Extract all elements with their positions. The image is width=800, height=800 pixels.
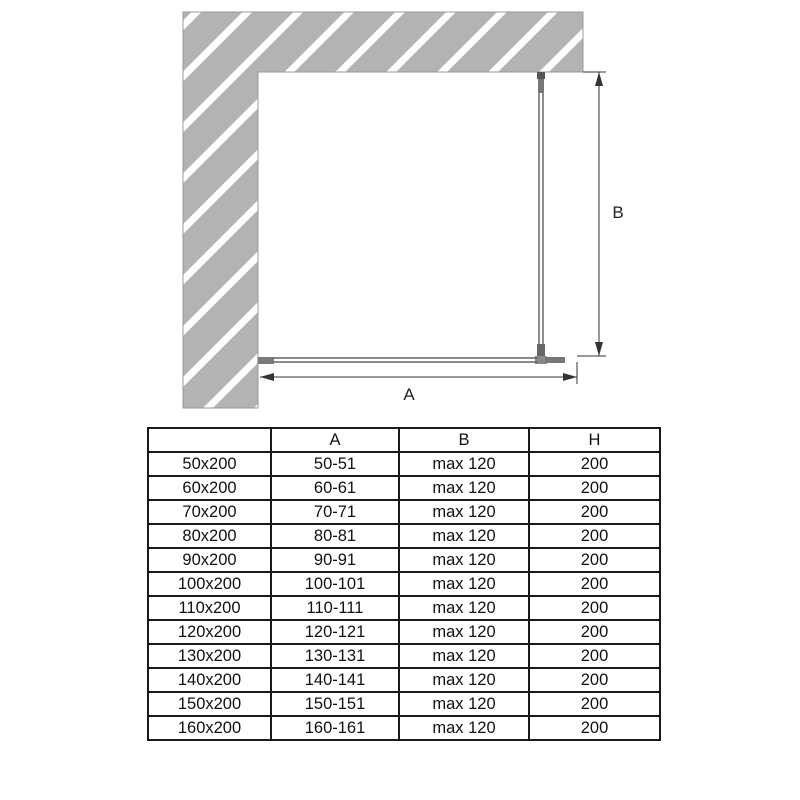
table-row (148, 524, 660, 548)
table-cell: 200 (529, 620, 660, 644)
table-row (148, 476, 660, 500)
table-cell: 200 (529, 596, 660, 620)
table-cell: max 120 (399, 452, 529, 476)
table-cell: max 120 (399, 548, 529, 572)
table-cell: 200 (529, 692, 660, 716)
table-cell: 200 (529, 668, 660, 692)
table-cell: 150-151 (271, 692, 399, 716)
table-header-row (148, 428, 660, 452)
table-cell: 140x200 (148, 668, 271, 692)
table-cell: 200 (529, 476, 660, 500)
table-row (148, 500, 660, 524)
table-cell: 120-121 (271, 620, 399, 644)
table-cell: 90-91 (271, 548, 399, 572)
table-cell: 50x200 (148, 452, 271, 476)
table-cell: 70x200 (148, 500, 271, 524)
table-cell: 200 (529, 644, 660, 668)
glass-panel-b (535, 72, 547, 364)
table-cell: 200 (529, 500, 660, 524)
header-cell: H (529, 428, 660, 452)
table-cell: max 120 (399, 476, 529, 500)
table-cell: 140-141 (271, 668, 399, 692)
table-cell: 100-101 (271, 572, 399, 596)
table-cell: 200 (529, 452, 660, 476)
dimension-b (577, 72, 624, 356)
table-cell: max 120 (399, 716, 529, 740)
header-cell: B (399, 428, 529, 452)
table-cell: 100x200 (148, 572, 271, 596)
table-cell: max 120 (399, 500, 529, 524)
table-cell: 50-51 (271, 452, 399, 476)
table-row (148, 452, 660, 476)
table-row (148, 596, 660, 620)
table-cell: max 120 (399, 596, 529, 620)
table-row (148, 644, 660, 668)
table-row (148, 668, 660, 692)
table-cell: 160-161 (271, 716, 399, 740)
table-row (148, 548, 660, 572)
table-cell: 130-131 (271, 644, 399, 668)
table-cell: 80-81 (271, 524, 399, 548)
table-cell: 130x200 (148, 644, 271, 668)
table-cell: max 120 (399, 524, 529, 548)
glass-panel-a (258, 357, 565, 364)
table-row (148, 620, 660, 644)
dimension-a (260, 362, 577, 404)
table-cell: 60x200 (148, 476, 271, 500)
table-cell: max 120 (399, 668, 529, 692)
table-cell: 150x200 (148, 692, 271, 716)
table-row (148, 692, 660, 716)
table-row (148, 572, 660, 596)
table-cell: max 120 (399, 644, 529, 668)
dimensions-table (147, 427, 661, 741)
table-cell: 110x200 (148, 596, 271, 620)
table-cell: 200 (529, 524, 660, 548)
table-cell: 60-61 (271, 476, 399, 500)
header-cell: A (271, 428, 399, 452)
table-cell: 90x200 (148, 548, 271, 572)
dimension-a-label: A (403, 385, 415, 404)
table-cell: 80x200 (148, 524, 271, 548)
table-cell: 200 (529, 716, 660, 740)
hatched-wall (183, 12, 583, 408)
table-cell: max 120 (399, 572, 529, 596)
table-cell: 200 (529, 548, 660, 572)
table-cell: 120x200 (148, 620, 271, 644)
dimension-b-label: B (612, 203, 624, 222)
table-cell: max 120 (399, 620, 529, 644)
table-cell: 110-111 (271, 596, 399, 620)
table-row (148, 716, 660, 740)
header-cell (148, 428, 271, 452)
table-cell: max 120 (399, 692, 529, 716)
table-cell: 70-71 (271, 500, 399, 524)
table-cell: 160x200 (148, 716, 271, 740)
table-cell: 200 (529, 572, 660, 596)
